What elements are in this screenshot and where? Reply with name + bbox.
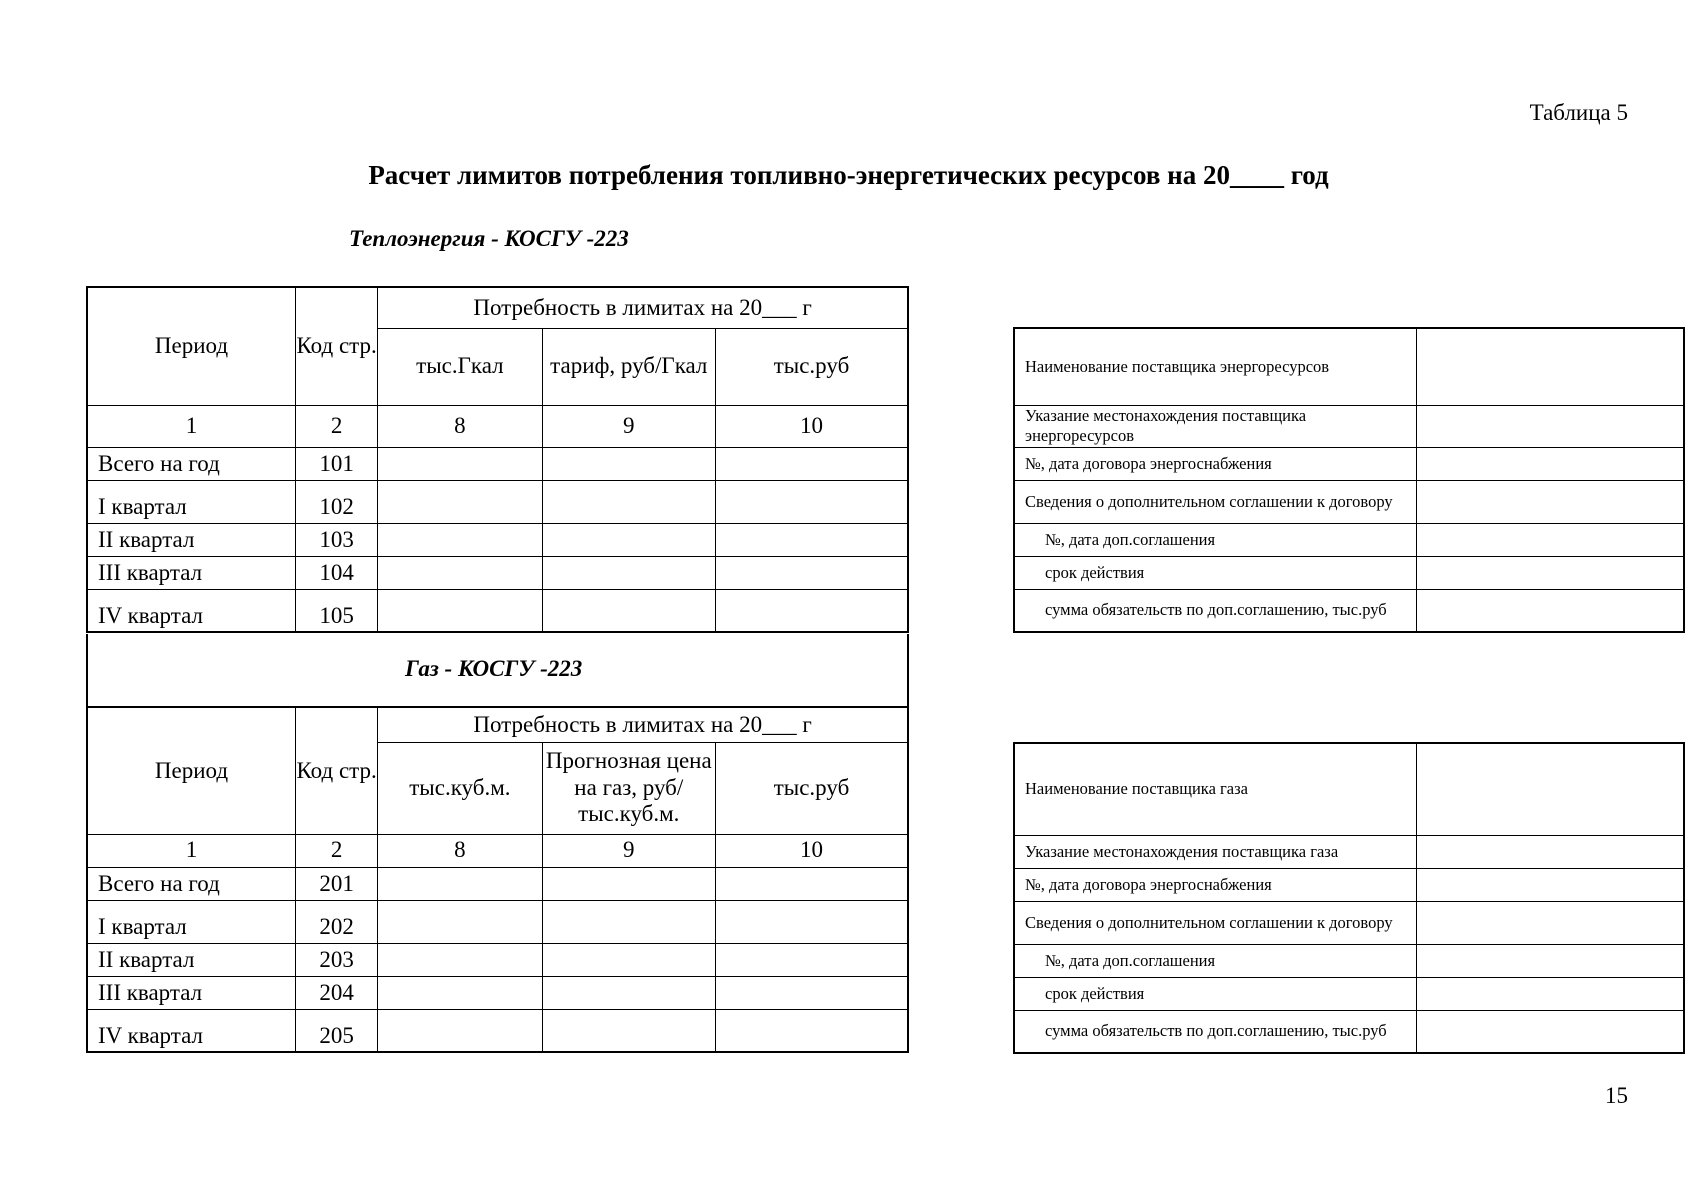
col-number: 8 (378, 405, 542, 447)
period-cell: III квартал (87, 556, 296, 589)
contract-label: №, дата договора энергоснабжения (1014, 447, 1416, 480)
supplier-name-label: Наименование поставщика энергоресурсов (1014, 328, 1416, 405)
heat-supplier-table (1013, 327, 1685, 633)
input-cell[interactable] (1416, 944, 1684, 977)
input-cell[interactable] (542, 900, 715, 943)
col-number: 9 (542, 405, 715, 447)
period-cell: II квартал (87, 943, 296, 976)
input-cell[interactable] (716, 900, 909, 943)
col-number: 9 (542, 834, 715, 867)
input-cell[interactable] (1416, 523, 1684, 556)
gas-limits-table (86, 706, 909, 1053)
period-cell: Всего на год (87, 447, 296, 480)
table-row (87, 900, 908, 943)
input-cell[interactable] (1416, 743, 1684, 835)
heat-section-title: Теплоэнергия - КОСГУ -223 (349, 226, 629, 251)
gas-qty-header: тыс.куб.м. (378, 742, 542, 834)
input-cell[interactable] (378, 1009, 542, 1052)
input-cell[interactable] (378, 867, 542, 900)
input-cell[interactable] (542, 523, 715, 556)
input-cell[interactable] (542, 556, 715, 589)
col-number: 2 (296, 834, 378, 867)
input-cell[interactable] (378, 480, 542, 523)
input-cell[interactable] (716, 523, 909, 556)
page-title: Расчет лимитов потребления топливно-энергетических ресурсов на 20____ год (368, 160, 1329, 190)
period-cell: IV квартал (87, 1009, 296, 1052)
addendum-no-label: №, дата доп.соглашения (1014, 944, 1416, 977)
table-row (87, 556, 908, 589)
input-cell[interactable] (378, 589, 542, 632)
input-cell[interactable] (542, 480, 715, 523)
table-row (87, 480, 908, 523)
col-number: 1 (87, 834, 296, 867)
gas-section-title: Газ - КОСГУ -223 (405, 656, 583, 681)
page-number: 15 (1605, 1083, 1628, 1108)
input-cell[interactable] (378, 556, 542, 589)
col-number: 10 (716, 405, 909, 447)
supplier-location-label: Указание местонахождения поставщика газа (1014, 835, 1416, 868)
gas-needs-header: Потребность в лимитах на 20___ г (378, 707, 908, 742)
input-cell[interactable] (1416, 835, 1684, 868)
input-cell[interactable] (1416, 1010, 1684, 1053)
input-cell[interactable] (542, 589, 715, 632)
heat-code-header: Код стр. (296, 287, 378, 405)
input-cell[interactable] (378, 900, 542, 943)
input-cell[interactable] (542, 976, 715, 1009)
input-cell[interactable] (716, 447, 909, 480)
col-number: 2 (296, 405, 378, 447)
addendum-no-label: №, дата доп.соглашения (1014, 523, 1416, 556)
code-cell: 203 (296, 943, 378, 976)
period-cell: III квартал (87, 976, 296, 1009)
input-cell[interactable] (1416, 589, 1684, 632)
gas-price-header: Прогнозная цена на газ, руб/тыс.куб.м. (542, 742, 715, 834)
input-cell[interactable] (716, 556, 909, 589)
input-cell[interactable] (378, 943, 542, 976)
table-row (87, 523, 908, 556)
input-cell[interactable] (378, 976, 542, 1009)
period-cell: I квартал (87, 480, 296, 523)
code-cell: 105 (296, 589, 378, 632)
input-cell[interactable] (716, 480, 909, 523)
heat-limits-table (86, 286, 909, 633)
table-row (87, 867, 908, 900)
table-row (87, 589, 908, 632)
supplier-name-label: Наименование поставщика газа (1014, 743, 1416, 835)
input-cell[interactable] (1416, 480, 1684, 523)
period-cell: IV квартал (87, 589, 296, 632)
code-cell: 205 (296, 1009, 378, 1052)
table-row (87, 976, 908, 1009)
amount-label: сумма обязательств по доп.соглашению, тыс.руб (1045, 1021, 1387, 1041)
code-cell: 202 (296, 900, 378, 943)
input-cell[interactable] (1416, 405, 1684, 447)
input-cell[interactable] (542, 1009, 715, 1052)
input-cell[interactable] (716, 867, 909, 900)
code-cell: 102 (296, 480, 378, 523)
gas-period-header: Период (87, 707, 296, 834)
col-number: 8 (378, 834, 542, 867)
input-cell[interactable] (716, 1009, 909, 1052)
input-cell[interactable] (378, 447, 542, 480)
code-cell: 103 (296, 523, 378, 556)
term-label: срок действия (1014, 556, 1416, 589)
col-number: 10 (716, 834, 909, 867)
table-row (87, 943, 908, 976)
table-number: Таблица 5 (1529, 100, 1628, 125)
amount-label: сумма обязательств по доп.соглашению, тыс.руб (1045, 600, 1387, 620)
input-cell[interactable] (378, 523, 542, 556)
input-cell[interactable] (1416, 901, 1684, 944)
input-cell[interactable] (716, 589, 909, 632)
supplier-location-label: Указание местонахождения поставщика энергоресурсов (1014, 405, 1416, 447)
addendum-label: Сведения о дополнительном соглашении к договору (1014, 480, 1416, 523)
table-row (87, 447, 908, 480)
heat-sum-header: тыс.руб (716, 328, 909, 405)
heat-needs-header: Потребность в лимитах на 20___ г (378, 287, 908, 328)
input-cell[interactable] (716, 943, 909, 976)
input-cell[interactable] (716, 976, 909, 1009)
gas-sum-header: тыс.руб (716, 742, 909, 834)
heat-qty-header: тыс.Гкал (378, 328, 542, 405)
addendum-label: Сведения о дополнительном соглашении к договору (1014, 901, 1416, 944)
period-cell: I квартал (87, 900, 296, 943)
input-cell[interactable] (1416, 447, 1684, 480)
heat-period-header: Период (87, 287, 296, 405)
input-cell[interactable] (1416, 868, 1684, 901)
contract-label: №, дата договора энергоснабжения (1014, 868, 1416, 901)
input-cell[interactable] (542, 943, 715, 976)
col-number: 1 (87, 405, 296, 447)
period-cell: II квартал (87, 523, 296, 556)
term-label: срок действия (1014, 977, 1416, 1010)
code-cell: 101 (296, 447, 378, 480)
input-cell[interactable] (1416, 977, 1684, 1010)
input-cell[interactable] (542, 867, 715, 900)
heat-price-header: тариф, руб/Гкал (542, 328, 715, 405)
table-row (87, 1009, 908, 1052)
code-cell: 201 (296, 867, 378, 900)
input-cell[interactable] (1416, 328, 1684, 405)
input-cell[interactable] (1416, 556, 1684, 589)
gas-code-header: Код стр. (296, 707, 378, 834)
period-cell: Всего на год (87, 867, 296, 900)
code-cell: 104 (296, 556, 378, 589)
gas-supplier-table (1013, 742, 1685, 1054)
input-cell[interactable] (542, 447, 715, 480)
code-cell: 204 (296, 976, 378, 1009)
